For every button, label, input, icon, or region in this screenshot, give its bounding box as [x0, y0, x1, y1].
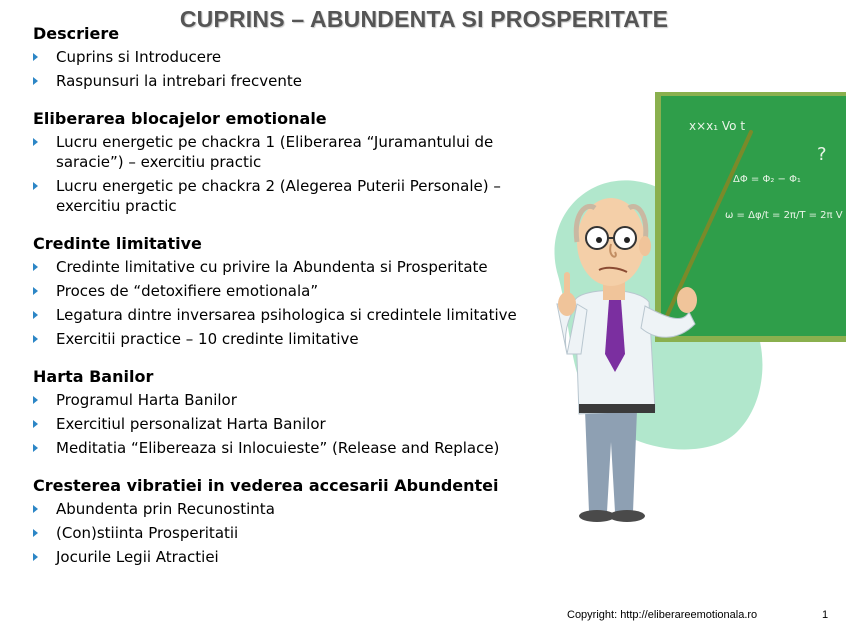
list-item-text: Exercitii practice – 10 credinte limitative	[56, 330, 359, 348]
list-item-text: Credinte limitative cu privire la Abundenta si Prosperitate	[56, 258, 488, 276]
trousers	[585, 410, 637, 512]
list-item-text: Legatura dintre inversarea psihologica si credintele limitative	[56, 306, 517, 324]
page-title: CUPRINS – ABUNDENTA SI PROSPERITATE	[179, 6, 669, 32]
section-heading: Descriere	[33, 24, 120, 43]
chalkboard-formula-2: ΔΦ = Φ₂ − Φ₁	[733, 174, 801, 185]
chalkboard-formula-3: ω = Δφ/t = 2π/T = 2π V	[725, 210, 843, 221]
list-item	[32, 438, 532, 458]
section-items	[32, 257, 532, 349]
list-item	[32, 523, 532, 543]
section	[32, 234, 532, 349]
list-item	[32, 547, 532, 567]
bullet-arrow-icon	[33, 335, 38, 343]
teacher-illustration	[537, 92, 846, 522]
list-item-text: Lucru energetic pe chackra 2 (Alegerea Puterii Personale) – exercitiu practic	[56, 177, 501, 215]
list-item-text: Proces de “detoxifiere emotionala”	[56, 282, 319, 300]
section-items	[32, 132, 532, 216]
list-item	[32, 499, 532, 519]
bullet-arrow-icon	[33, 529, 38, 537]
chalkboard-formula-1: x×x₁ Vo t	[689, 119, 746, 133]
section	[32, 476, 532, 567]
bullet-arrow-icon	[33, 287, 38, 295]
list-item	[32, 132, 526, 172]
ear	[639, 236, 651, 256]
section	[32, 367, 532, 458]
list-item	[32, 329, 532, 349]
list-item	[32, 47, 532, 67]
table-of-contents	[32, 24, 532, 571]
page-number: 1	[822, 609, 829, 621]
bullet-arrow-icon	[33, 77, 38, 85]
section	[32, 109, 532, 216]
list-item	[32, 281, 532, 301]
section-heading: Credinte limitative	[33, 234, 202, 253]
list-item	[32, 414, 532, 434]
bullet-arrow-icon	[33, 311, 38, 319]
bullet-arrow-icon	[33, 53, 38, 61]
section-heading: Eliberarea blocajelor emotionale	[33, 109, 327, 128]
list-item-text: Abundenta prin Recunostinta	[56, 500, 275, 518]
bullet-arrow-icon	[33, 182, 38, 190]
section-heading: Cresterea vibratiei in vederea accesarii Abundentei	[33, 476, 499, 495]
list-item-text: Jocurile Legii Atractiei	[56, 548, 219, 566]
section-items	[32, 390, 532, 458]
bullet-arrow-icon	[33, 396, 38, 404]
copyright-footer: Copyright: http://eliberareemotionala.ro	[567, 609, 758, 621]
list-item-text: Meditatia “Elibereaza si Inlocuieste” (Release and Replace)	[56, 439, 500, 457]
belt	[579, 404, 655, 413]
list-item-text: Exercitiul personalizat Harta Banilor	[56, 415, 326, 433]
bullet-arrow-icon	[33, 444, 38, 452]
list-item-text: Cuprins si Introducere	[56, 48, 222, 66]
chalkboard-question: ?	[817, 144, 827, 165]
list-item-text: (Con)stiinta Prosperitatii	[56, 524, 239, 542]
raised-finger	[564, 272, 570, 298]
section-items	[32, 47, 532, 91]
list-item-text: Raspunsuri la intrebari frecvente	[56, 72, 302, 90]
list-item	[32, 390, 532, 410]
bullet-arrow-icon	[33, 553, 38, 561]
bullet-arrow-icon	[33, 138, 38, 146]
section-items	[32, 499, 532, 567]
bullet-arrow-icon	[33, 263, 38, 271]
list-item	[32, 257, 532, 277]
list-item	[32, 176, 526, 216]
section	[32, 24, 532, 91]
list-item-text: Programul Harta Banilor	[56, 391, 237, 409]
right-shoe	[609, 510, 645, 522]
list-item	[32, 71, 532, 91]
bullet-arrow-icon	[33, 505, 38, 513]
list-item-text: Lucru energetic pe chackra 1 (Eliberarea “Juramantului de saracie”) – exercitiu practic	[56, 133, 494, 171]
pointer-hand	[677, 287, 697, 313]
list-item	[32, 305, 532, 325]
bullet-arrow-icon	[33, 420, 38, 428]
section-heading: Harta Banilor	[33, 367, 154, 386]
